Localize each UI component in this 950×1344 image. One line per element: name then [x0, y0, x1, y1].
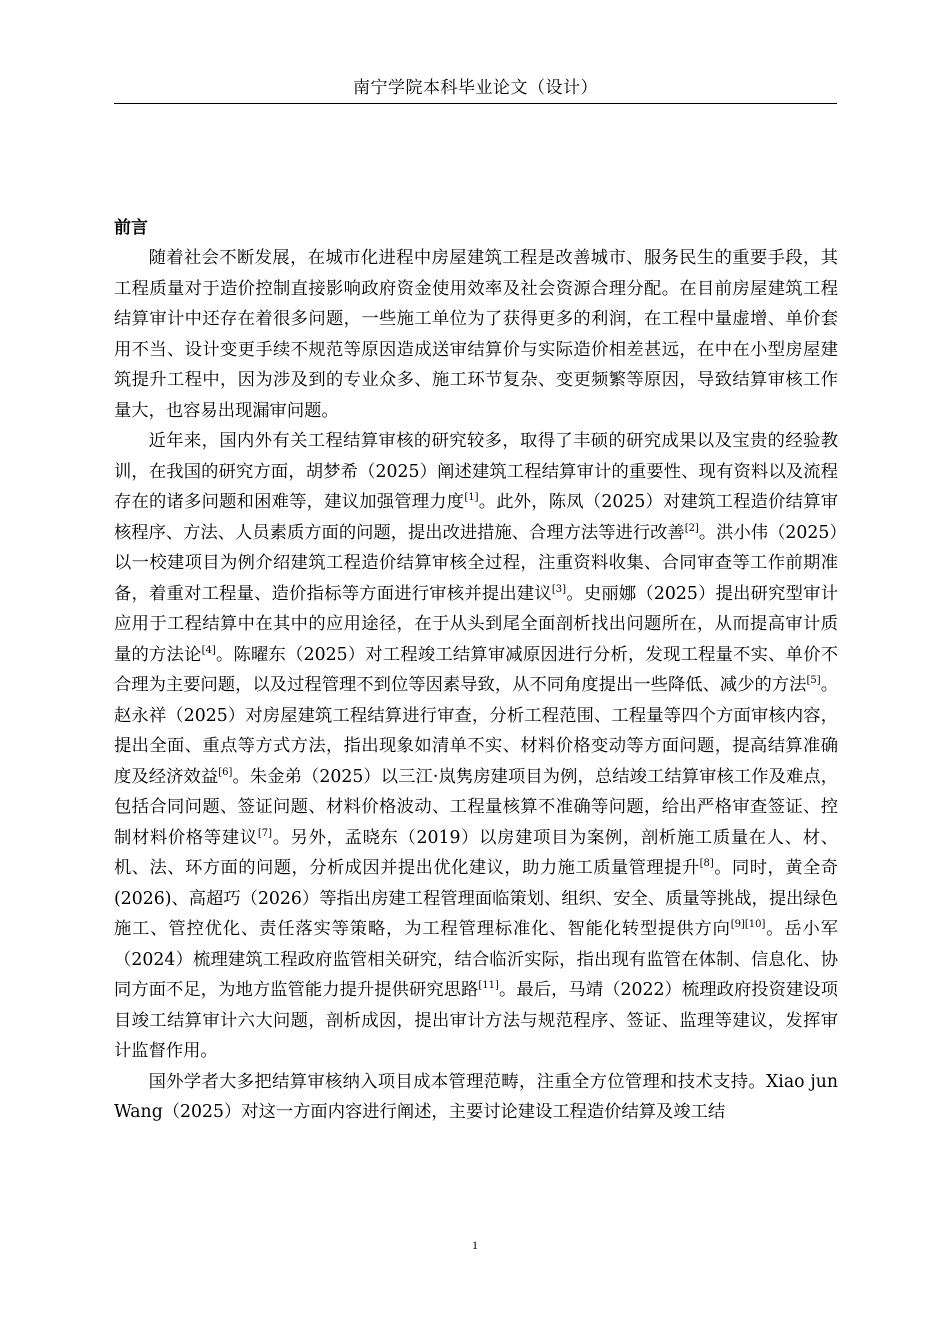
citation-marker: [5]	[806, 675, 821, 686]
main-content	[114, 213, 838, 1128]
paragraph-text: 。最后，马靖（2022）梳理政府投资建设项目竣工结算审计六大问题，剖析成因，提出审计方法与规范程序、签证、监理等建议，发挥审计监督作用。	[114, 980, 838, 1061]
citation-marker: [11]	[478, 980, 499, 991]
paragraph-text: 国外学者大多把结算审核纳入项目成本管理范畴，注重全方位管理和技术支持。Xiao jun Wang（2025）对这一方面内容进行阐述，主要讨论建设工程造价结算及竣工结	[114, 1071, 838, 1122]
body-paragraphs	[114, 243, 838, 1128]
paragraph-text: 。陈曜东（2025）对工程竣工结算审减原因进行分析，发现工程量不实、单价不合理为主要问题，以及过程管理不到位等因素导致，从不同角度提出一些降低、减少的方法	[114, 644, 838, 695]
paragraph-text: 。史丽娜（2025）提出研究型审计应用于工程结算中在其中的应用途径，在于从头到尾全面剖析找出问题所在，从而提高审计质量的方法论	[114, 583, 838, 665]
paragraph-text: 近年来，国内外有关工程结算审核的研究较多，取得了丰硕的研究成果以及宝贵的经验教训，在我国的研究方面，胡梦希（2025）阐述建筑工程结算审计的重要性、现有资料以及流程存在的诸多问题和困难等，建议加强管理力度	[114, 431, 838, 512]
header-rule	[114, 103, 837, 104]
paragraph-text: 。洪小伟（2025）以一校建项目为例介绍建筑工程造价结算审核全过程，注重资料收集、合同审查等工作前期准备，着重对工程量、造价指标等方面进行审核并提出建议	[114, 522, 838, 604]
page-header: 南宁学院本科毕业论文（设计）	[353, 78, 598, 98]
body-paragraph	[114, 1067, 838, 1128]
citation-marker: [6]	[218, 766, 233, 778]
body-paragraph	[114, 426, 838, 1067]
citation-marker: [3]	[551, 583, 567, 595]
citation-marker: [1]	[464, 492, 479, 503]
citation-marker: [2]	[684, 522, 699, 534]
paragraph-text: 。此外，陈凤（2025）对建筑工程造价结算审核程序、方法、人员素质方面的问题，提出改进措施、合理方法等进行改善	[114, 492, 838, 543]
paragraph-text: 。朱金弟（2025）以三江·岚隽房建项目为例，总结竣工结算审核工作及难点，包括合同问题、签证问题、材料价格波动、工程量核算不准确等问题，给出严格审查签证、控制材料价格等建议	[114, 766, 838, 848]
paragraph-text: 。同时，黄全奇(2026)、高超巧（2026）等指出房建工程管理面临策划、组织、安全、质量等挑战，提出绿色施工、管控优化、责任落实等策略，为工程管理标准化、智能化转型提供方向	[114, 858, 838, 939]
paragraph-text: 随着社会不断发展，在城市化进程中房屋建筑工程是改善城市、服务民生的重要手段，其工程质量对于造价控制直接影响政府资金使用效率及社会资源合理分配。在目前房屋建筑工程结算审计中还存在着很多问题，一些施工单位为了获得更多的利润，在工程中量虚增、单价套用不当、设计变更手续不规范等原因造成送审结算价与实际造价相差甚远，在中在小型房屋建筑提升工程中，因为涉及到的专业众多、施工环节复杂、变更频繁等原因，导致结算审核工作量大，也容易出现漏审问题。	[114, 248, 838, 421]
paragraph-text: 。另外，孟晓东（2019）以房建项目为案例，剖析施工质量在人、材、机、法、环方面的问题，分析成因并提出优化建议，助力施工质量管理提升	[114, 827, 838, 878]
citation-marker: [4]	[201, 644, 216, 656]
body-paragraph	[114, 243, 838, 426]
citation-marker: [9][10]	[730, 919, 766, 930]
paragraph-text: 。赵永祥（2025）对房屋建筑工程结算进行审查，分析工程范围、工程量等四个方面审核内容，提出全面、重点等方式方法，指出现象如清单不实、材料价格变动等方面问题，提高结算准确度及经济效益	[114, 675, 838, 787]
section-title: 前言	[114, 218, 148, 238]
citation-marker: [8]	[699, 858, 714, 869]
paragraph-text: 。岳小军（2024）梳理建筑工程政府监管相关研究，结合临沂实际，指出现有监管在体制、信息化、协同方面不足，为地方监管能力提升提供研究思路	[114, 919, 838, 1000]
page-number: 1	[472, 1238, 478, 1252]
citation-marker: [7]	[257, 827, 272, 839]
